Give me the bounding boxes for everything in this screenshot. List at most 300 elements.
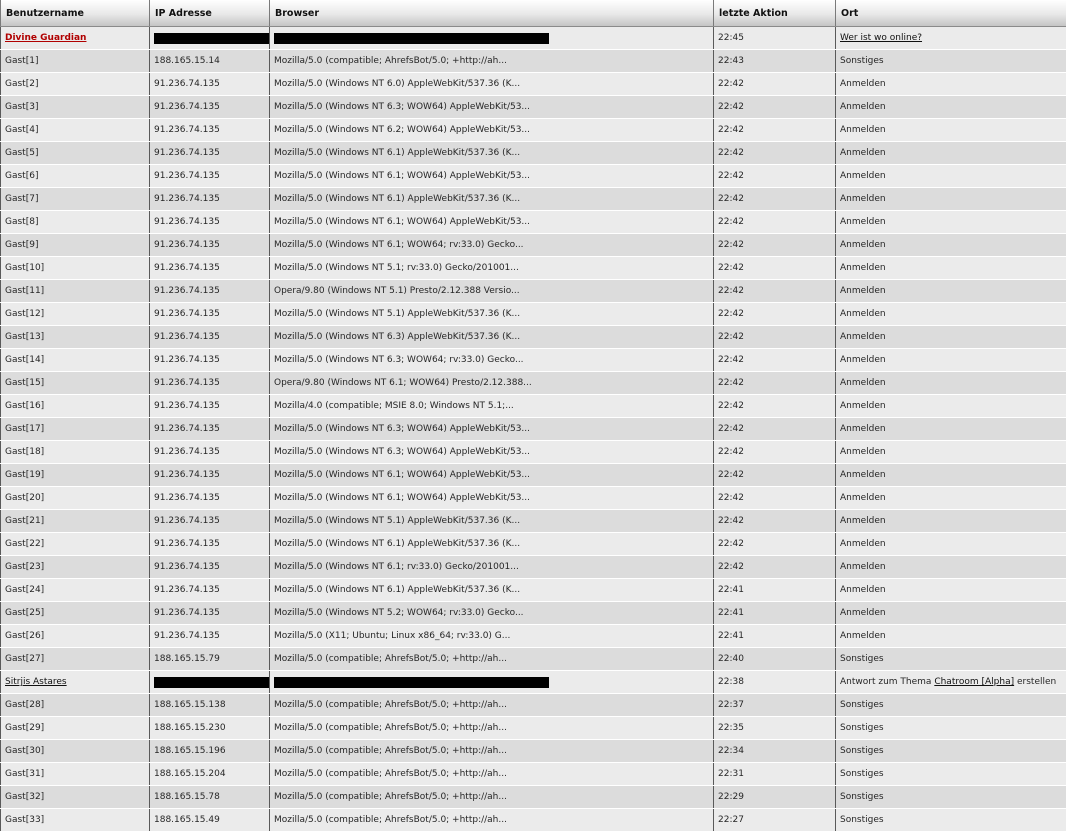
cell-ip-address [150, 96, 270, 119]
table-row [1, 464, 1066, 487]
cell-location [836, 142, 1066, 165]
location-text: Anmelden [840, 539, 886, 549]
last-action-time: 22:42 [718, 470, 744, 480]
cell-username [1, 27, 150, 50]
cell-browser [270, 694, 714, 717]
cell-ip-address [150, 211, 270, 234]
browser-text: Mozilla/5.0 (Windows NT 6.1) AppleWebKit/537.36 (K... [274, 539, 520, 549]
table-row [1, 96, 1066, 119]
last-action-time: 22:41 [718, 608, 744, 618]
username-text: Gast[32] [5, 792, 44, 802]
cell-ip-address [150, 809, 270, 832]
cell-location [836, 372, 1066, 395]
cell-browser [270, 395, 714, 418]
cell-location [836, 602, 1066, 625]
last-action-time: 22:42 [718, 125, 744, 135]
location-text: Anmelden [840, 79, 886, 89]
cell-ip-address [150, 556, 270, 579]
browser-text: Mozilla/5.0 (Windows NT 6.3; WOW64) AppleWebKit/53... [274, 102, 530, 112]
last-action-time: 22:34 [718, 746, 744, 756]
cell-location [836, 579, 1066, 602]
last-action-time: 22:42 [718, 194, 744, 204]
ip-address-text: 91.236.74.135 [154, 562, 220, 572]
last-action-time: 22:27 [718, 815, 744, 825]
cell-location [836, 648, 1066, 671]
location-text: Anmelden [840, 424, 886, 434]
cell-browser [270, 234, 714, 257]
last-action-time: 22:42 [718, 217, 744, 227]
browser-text: Mozilla/5.0 (compatible; AhrefsBot/5.0; +http://ah... [274, 746, 507, 756]
cell-last-action [714, 211, 836, 234]
location-prefix-text: Antwort zum Thema [840, 677, 931, 687]
cell-browser [270, 119, 714, 142]
location-text: Anmelden [840, 194, 886, 204]
location-link[interactable]: Wer ist wo online? [840, 33, 922, 43]
ip-address-text: 91.236.74.135 [154, 125, 220, 135]
last-action-time: 22:42 [718, 332, 744, 342]
table-row [1, 533, 1066, 556]
cell-location [836, 73, 1066, 96]
table-row [1, 211, 1066, 234]
cell-ip-address [150, 418, 270, 441]
cell-username [1, 372, 150, 395]
cell-location [836, 119, 1066, 142]
column-header-location[interactable]: Ort [836, 0, 1066, 27]
location-text: Anmelden [840, 263, 886, 273]
cell-ip-address [150, 372, 270, 395]
cell-browser [270, 27, 714, 50]
last-action-time: 22:42 [718, 102, 744, 112]
cell-last-action [714, 234, 836, 257]
cell-last-action [714, 326, 836, 349]
cell-browser [270, 533, 714, 556]
location-text: Sonstiges [840, 700, 884, 710]
ip-address-text: 188.165.15.204 [154, 769, 226, 779]
last-action-time: 22:42 [718, 263, 744, 273]
last-action-time: 22:37 [718, 700, 744, 710]
column-header-last-action[interactable]: letzte Aktion [714, 0, 836, 27]
browser-text: Mozilla/5.0 (Windows NT 6.2; WOW64) AppleWebKit/53... [274, 125, 530, 135]
last-action-time: 22:40 [718, 654, 744, 664]
table-row [1, 717, 1066, 740]
cell-last-action [714, 349, 836, 372]
ip-address-text: 188.165.15.49 [154, 815, 220, 825]
table-row [1, 740, 1066, 763]
cell-last-action [714, 671, 836, 694]
cell-ip-address [150, 602, 270, 625]
username-text: Gast[15] [5, 378, 44, 388]
username-link[interactable]: Divine Guardian [5, 33, 86, 43]
cell-ip-address [150, 510, 270, 533]
cell-ip-address [150, 464, 270, 487]
table-row [1, 234, 1066, 257]
location-suffix-text: erstellen [1017, 677, 1056, 687]
cell-browser [270, 556, 714, 579]
cell-browser [270, 786, 714, 809]
cell-browser [270, 487, 714, 510]
ip-address-text: 91.236.74.135 [154, 585, 220, 595]
cell-ip-address [150, 119, 270, 142]
cell-browser [270, 671, 714, 694]
last-action-time: 22:42 [718, 79, 744, 89]
last-action-time: 22:42 [718, 240, 744, 250]
last-action-time: 22:41 [718, 631, 744, 641]
table-row [1, 625, 1066, 648]
cell-username [1, 809, 150, 832]
username-text: Gast[13] [5, 332, 44, 342]
username-text: Gast[27] [5, 654, 44, 664]
cell-ip-address [150, 648, 270, 671]
cell-last-action [714, 165, 836, 188]
username-text: Gast[8] [5, 217, 38, 227]
cell-username [1, 280, 150, 303]
location-text: Sonstiges [840, 815, 884, 825]
cell-location [836, 510, 1066, 533]
browser-text: Mozilla/5.0 (compatible; AhrefsBot/5.0; +http://ah... [274, 815, 507, 825]
browser-text: Mozilla/5.0 (Windows NT 6.1) AppleWebKit/537.36 (K... [274, 148, 520, 158]
cell-ip-address [150, 533, 270, 556]
ip-address-text: 91.236.74.135 [154, 217, 220, 227]
ip-address-text: 91.236.74.135 [154, 240, 220, 250]
ip-address-text: 91.236.74.135 [154, 539, 220, 549]
cell-browser [270, 303, 714, 326]
table-row [1, 441, 1066, 464]
browser-text: Mozilla/5.0 (compatible; AhrefsBot/5.0; +http://ah... [274, 654, 507, 664]
last-action-time: 22:42 [718, 424, 744, 434]
cell-last-action [714, 809, 836, 832]
cell-location [836, 280, 1066, 303]
username-text: Gast[14] [5, 355, 44, 365]
username-text: Gast[7] [5, 194, 38, 204]
cell-last-action [714, 786, 836, 809]
ip-address-text: 91.236.74.135 [154, 608, 220, 618]
cell-last-action [714, 188, 836, 211]
ip-address-text: 188.165.15.138 [154, 700, 226, 710]
username-text: Gast[17] [5, 424, 44, 434]
cell-browser [270, 740, 714, 763]
username-text: Gast[18] [5, 447, 44, 457]
table-row [1, 602, 1066, 625]
cell-location [836, 694, 1066, 717]
table-row [1, 418, 1066, 441]
cell-ip-address [150, 188, 270, 211]
location-text: Anmelden [840, 493, 886, 503]
cell-last-action [714, 464, 836, 487]
cell-browser [270, 73, 714, 96]
location-text: Anmelden [840, 240, 886, 250]
username-text: Gast[16] [5, 401, 44, 411]
username-text: Gast[4] [5, 125, 38, 135]
table-row [1, 786, 1066, 809]
browser-text: Mozilla/5.0 (compatible; AhrefsBot/5.0; +http://ah... [274, 56, 507, 66]
cell-location [836, 257, 1066, 280]
cell-username [1, 671, 150, 694]
last-action-time: 22:42 [718, 148, 744, 158]
cell-location [836, 349, 1066, 372]
location-text: Anmelden [840, 447, 886, 457]
cell-username [1, 625, 150, 648]
cell-location [836, 763, 1066, 786]
cell-username [1, 303, 150, 326]
cell-last-action [714, 119, 836, 142]
cell-location [836, 27, 1066, 50]
last-action-time: 22:35 [718, 723, 744, 733]
table-row [1, 487, 1066, 510]
username-text: Gast[21] [5, 516, 44, 526]
cell-location [836, 303, 1066, 326]
ip-address-text: 91.236.74.135 [154, 286, 220, 296]
cell-location [836, 671, 1066, 694]
ip-address-text: 188.165.15.78 [154, 792, 220, 802]
cell-last-action [714, 763, 836, 786]
table-body [1, 27, 1066, 832]
location-text: Anmelden [840, 470, 886, 480]
location-text: Anmelden [840, 378, 886, 388]
cell-browser [270, 372, 714, 395]
last-action-time: 22:42 [718, 539, 744, 549]
browser-text: Mozilla/5.0 (compatible; AhrefsBot/5.0; +http://ah... [274, 792, 507, 802]
cell-ip-address [150, 50, 270, 73]
table-row [1, 142, 1066, 165]
cell-username [1, 740, 150, 763]
cell-last-action [714, 27, 836, 50]
browser-text: Mozilla/5.0 (compatible; AhrefsBot/5.0; +http://ah... [274, 769, 507, 779]
browser-text: Mozilla/5.0 (Windows NT 6.1; WOW64) AppleWebKit/53... [274, 470, 530, 480]
cell-location [836, 740, 1066, 763]
cell-browser [270, 280, 714, 303]
cell-username [1, 441, 150, 464]
location-text: Anmelden [840, 148, 886, 158]
cell-ip-address [150, 349, 270, 372]
cell-ip-address [150, 280, 270, 303]
ip-address-text: 91.236.74.135 [154, 102, 220, 112]
browser-text: Mozilla/5.0 (Windows NT 6.3) AppleWebKit/537.36 (K... [274, 332, 520, 342]
table-row [1, 694, 1066, 717]
cell-ip-address [150, 487, 270, 510]
location-text: Anmelden [840, 171, 886, 181]
table-header-row [1, 0, 1066, 27]
cell-location [836, 533, 1066, 556]
cell-location [836, 188, 1066, 211]
location-text: Anmelden [840, 562, 886, 572]
username-text: Gast[6] [5, 171, 38, 181]
cell-username [1, 96, 150, 119]
cell-browser [270, 648, 714, 671]
column-header-username[interactable]: Benutzername [1, 0, 150, 27]
username-text: Gast[25] [5, 608, 44, 618]
username-text: Gast[30] [5, 746, 44, 756]
username-text: Gast[23] [5, 562, 44, 572]
cell-username [1, 142, 150, 165]
cell-ip-address [150, 441, 270, 464]
cell-username [1, 234, 150, 257]
cell-ip-address [150, 786, 270, 809]
cell-ip-address [150, 165, 270, 188]
username-text: Gast[1] [5, 56, 38, 66]
browser-text: Mozilla/4.0 (compatible; MSIE 8.0; Windows NT 5.1;... [274, 401, 514, 411]
cell-browser [270, 717, 714, 740]
last-action-time: 22:42 [718, 493, 744, 503]
cell-location [836, 625, 1066, 648]
cell-username [1, 165, 150, 188]
last-action-time: 22:42 [718, 516, 744, 526]
ip-address-text: 91.236.74.135 [154, 355, 220, 365]
table-row [1, 395, 1066, 418]
cell-location [836, 556, 1066, 579]
cell-username [1, 579, 150, 602]
cell-browser [270, 50, 714, 73]
location-text: Anmelden [840, 286, 886, 296]
ip-address-text: 91.236.74.135 [154, 470, 220, 480]
cell-last-action [714, 303, 836, 326]
ip-address-text: 91.236.74.135 [154, 263, 220, 273]
cell-browser [270, 579, 714, 602]
cell-username [1, 717, 150, 740]
table-row [1, 73, 1066, 96]
last-action-time: 22:42 [718, 171, 744, 181]
cell-ip-address [150, 671, 270, 694]
cell-last-action [714, 556, 836, 579]
table-row [1, 280, 1066, 303]
table-row [1, 671, 1066, 694]
cell-last-action [714, 142, 836, 165]
cell-last-action [714, 73, 836, 96]
location-text: Anmelden [840, 516, 886, 526]
cell-username [1, 188, 150, 211]
table-row [1, 579, 1066, 602]
cell-last-action [714, 648, 836, 671]
cell-username [1, 257, 150, 280]
username-text: Gast[26] [5, 631, 44, 641]
location-text: Anmelden [840, 217, 886, 227]
browser-text: Mozilla/5.0 (compatible; AhrefsBot/5.0; +http://ah... [274, 700, 507, 710]
cell-last-action [714, 441, 836, 464]
last-action-time: 22:38 [718, 677, 744, 687]
location-text: Anmelden [840, 585, 886, 595]
username-text: Gast[10] [5, 263, 44, 273]
table-row [1, 50, 1066, 73]
username-link[interactable]: Sitrjis Astares [5, 677, 67, 687]
last-action-time: 22:42 [718, 286, 744, 296]
redaction-bar [274, 33, 549, 44]
cell-username [1, 349, 150, 372]
location-text: Anmelden [840, 355, 886, 365]
location-text: Anmelden [840, 608, 886, 618]
redaction-bar [154, 33, 270, 44]
cell-location [836, 418, 1066, 441]
cell-username [1, 326, 150, 349]
cell-last-action [714, 280, 836, 303]
cell-location [836, 786, 1066, 809]
cell-ip-address [150, 142, 270, 165]
username-text: Gast[22] [5, 539, 44, 549]
location-link[interactable]: Chatroom [Alpha] [934, 677, 1014, 687]
cell-ip-address [150, 257, 270, 280]
username-text: Gast[2] [5, 79, 38, 89]
last-action-time: 22:42 [718, 401, 744, 411]
last-action-time: 22:42 [718, 309, 744, 319]
table-row [1, 119, 1066, 142]
cell-username [1, 602, 150, 625]
cell-location [836, 395, 1066, 418]
ip-address-text: 91.236.74.135 [154, 378, 220, 388]
cell-last-action [714, 533, 836, 556]
redaction-bar [154, 677, 270, 688]
cell-username [1, 464, 150, 487]
cell-username [1, 73, 150, 96]
ip-address-text: 91.236.74.135 [154, 171, 220, 181]
cell-username [1, 533, 150, 556]
cell-last-action [714, 602, 836, 625]
browser-text: Mozilla/5.0 (compatible; AhrefsBot/5.0; +http://ah... [274, 723, 507, 733]
browser-text: Mozilla/5.0 (Windows NT 6.3; WOW64) AppleWebKit/53... [274, 447, 530, 457]
cell-location [836, 717, 1066, 740]
ip-address-text: 188.165.15.79 [154, 654, 220, 664]
redaction-bar [274, 677, 549, 688]
username-text: Gast[24] [5, 585, 44, 595]
username-text: Gast[31] [5, 769, 44, 779]
browser-text: Mozilla/5.0 (Windows NT 6.1; WOW64) AppleWebKit/53... [274, 171, 530, 181]
cell-ip-address [150, 395, 270, 418]
cell-last-action [714, 740, 836, 763]
username-text: Gast[9] [5, 240, 38, 250]
column-header-ip-address[interactable]: IP Adresse [150, 0, 270, 27]
browser-text: Mozilla/5.0 (Windows NT 6.1) AppleWebKit/537.36 (K... [274, 194, 520, 204]
location-text: Anmelden [840, 332, 886, 342]
browser-text: Mozilla/5.0 (Windows NT 6.3; WOW64; rv:33.0) Gecko... [274, 355, 524, 365]
location-text: Anmelden [840, 401, 886, 411]
cell-browser [270, 349, 714, 372]
table-row [1, 510, 1066, 533]
column-header-browser[interactable]: Browser [270, 0, 714, 27]
username-text: Gast[20] [5, 493, 44, 503]
location-text: Sonstiges [840, 723, 884, 733]
cell-last-action [714, 96, 836, 119]
cell-browser [270, 418, 714, 441]
cell-last-action [714, 395, 836, 418]
cell-username [1, 50, 150, 73]
last-action-time: 22:31 [718, 769, 744, 779]
cell-location [836, 464, 1066, 487]
cell-username [1, 211, 150, 234]
browser-text: Opera/9.80 (Windows NT 6.1; WOW64) Presto/2.12.388... [274, 378, 532, 388]
username-text: Gast[3] [5, 102, 38, 112]
cell-ip-address [150, 326, 270, 349]
ip-address-text: 188.165.15.230 [154, 723, 226, 733]
browser-text: Mozilla/5.0 (Windows NT 6.1) AppleWebKit/537.36 (K... [274, 585, 520, 595]
ip-address-text: 91.236.74.135 [154, 332, 220, 342]
cell-ip-address [150, 303, 270, 326]
ip-address-text: 188.165.15.14 [154, 56, 220, 66]
username-text: Gast[5] [5, 148, 38, 158]
cell-location [836, 809, 1066, 832]
cell-last-action [714, 625, 836, 648]
browser-text: Mozilla/5.0 (Windows NT 5.1) AppleWebKit/537.36 (K... [274, 516, 520, 526]
last-action-time: 22:43 [718, 56, 744, 66]
cell-ip-address [150, 717, 270, 740]
browser-text: Mozilla/5.0 (Windows NT 5.1; rv:33.0) Gecko/201001... [274, 263, 519, 273]
cell-browser [270, 96, 714, 119]
cell-last-action [714, 372, 836, 395]
browser-text: Mozilla/5.0 (Windows NT 5.2; WOW64; rv:33.0) Gecko... [274, 608, 524, 618]
username-text: Gast[28] [5, 700, 44, 710]
cell-username [1, 395, 150, 418]
username-text: Gast[29] [5, 723, 44, 733]
location-text: Anmelden [840, 125, 886, 135]
ip-address-text: 91.236.74.135 [154, 424, 220, 434]
table-row [1, 349, 1066, 372]
cell-username [1, 510, 150, 533]
